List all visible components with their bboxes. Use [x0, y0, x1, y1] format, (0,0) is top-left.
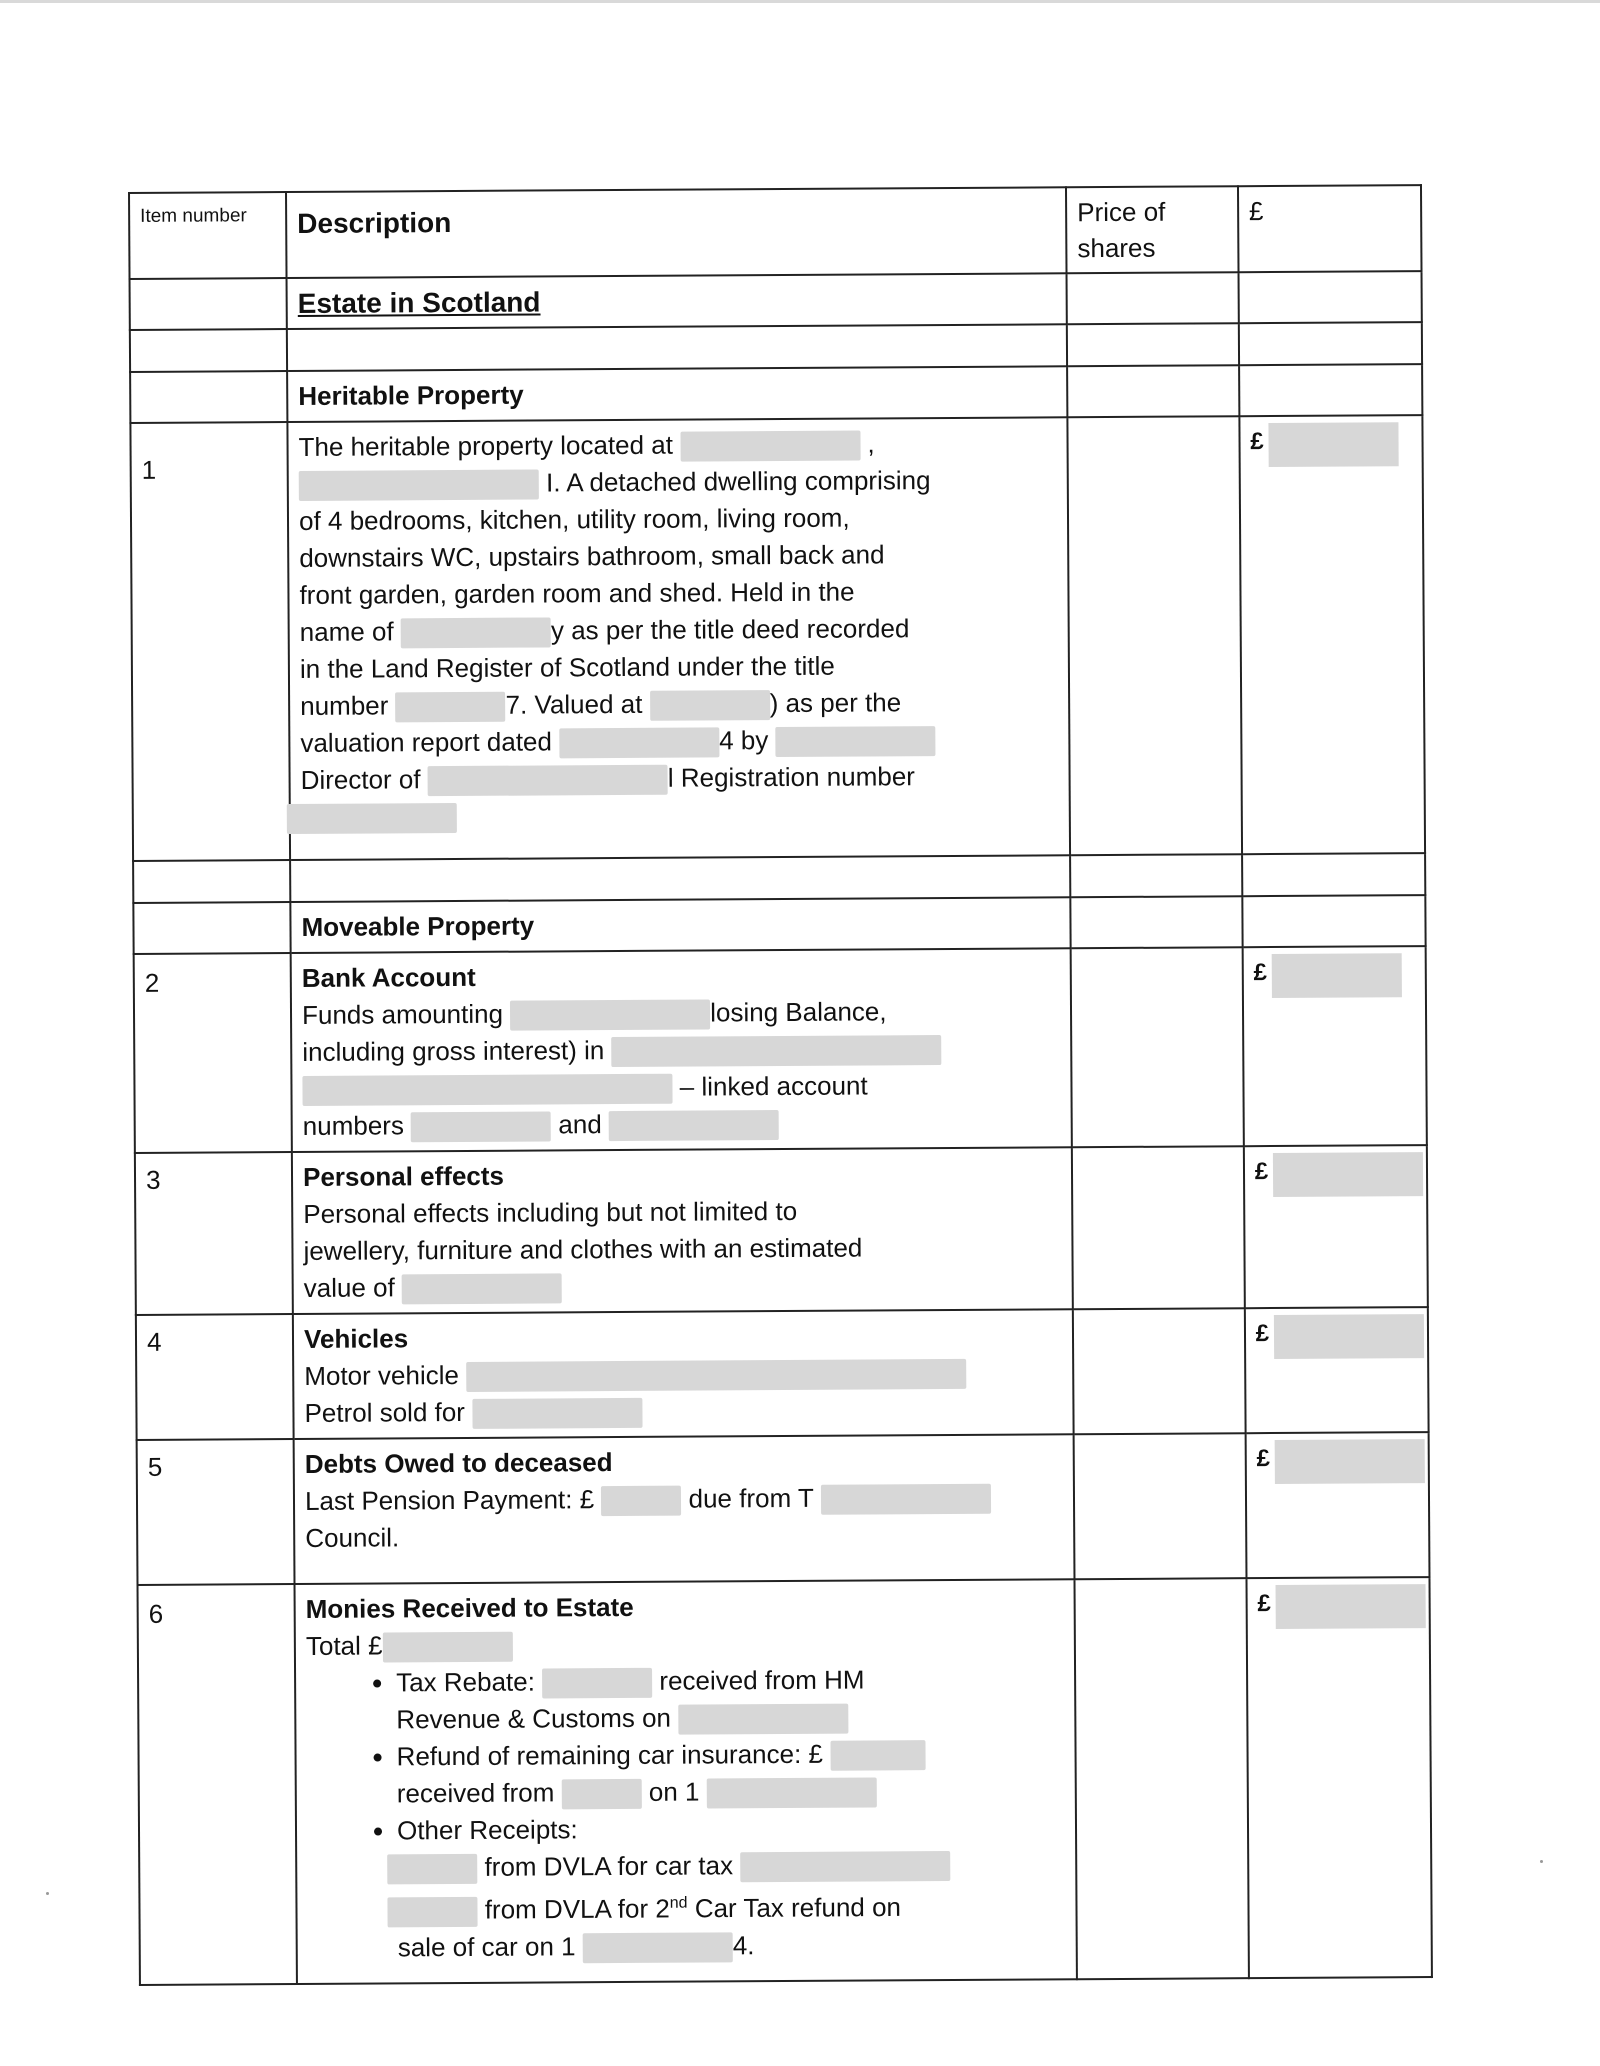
bullet-text: Tax Rebate:: [396, 1666, 535, 1698]
amount-cell: [1256, 1314, 1417, 1355]
item-number: 3: [135, 1152, 293, 1315]
description-text: – linked account: [679, 1070, 868, 1102]
amount-cell: [1250, 422, 1411, 463]
description-text: due from T: [688, 1482, 814, 1514]
header-row: [129, 185, 1422, 279]
redaction: [559, 728, 719, 759]
item-amount: [1245, 1307, 1429, 1433]
redaction: [609, 1110, 779, 1141]
item-number: 4: [136, 1314, 294, 1440]
description-text: including gross interest) in: [302, 1035, 605, 1067]
amount-cell: [1255, 1152, 1416, 1193]
redaction: [302, 1074, 672, 1106]
redaction: [707, 1778, 877, 1809]
redaction: [401, 618, 551, 649]
section-row-heritable-property: [130, 364, 1422, 423]
receipt-text: from DVLA for 2: [484, 1893, 670, 1925]
description-text: Last Pension Payment: £: [304, 1484, 595, 1516]
item-description: [294, 1434, 1075, 1584]
redaction: [1274, 1439, 1424, 1484]
description-text: name of: [299, 616, 394, 647]
bullet-text: Revenue & Customs on: [396, 1702, 672, 1735]
description-text: valuation report dated: [300, 726, 553, 758]
redaction: [402, 1273, 562, 1304]
scan-edge: [0, 0, 1600, 3]
redaction: [387, 1854, 477, 1885]
redaction: [1271, 953, 1401, 998]
description-text: Personal effects including but not limited to: [303, 1195, 798, 1229]
item-title: Personal effects: [302, 1160, 505, 1192]
header-amount: £: [1238, 185, 1422, 272]
redaction: [1268, 422, 1398, 467]
table-row: [138, 1577, 1432, 1985]
redaction: [542, 1668, 652, 1699]
receipt-line: [307, 1882, 1065, 1929]
item-amount: [1245, 1432, 1429, 1578]
redaction: [510, 1000, 710, 1031]
currency-symbol: £: [1254, 1158, 1269, 1186]
redaction: [428, 765, 668, 796]
description-text: l Registration number: [667, 761, 916, 793]
section-row-estate-in-scotland: [130, 271, 1422, 330]
description-text: y as per the title deed recorded: [550, 613, 910, 646]
redaction: [740, 1851, 950, 1882]
redaction: [1273, 1152, 1423, 1197]
description-text: front garden, garden room and shed. Held in the: [299, 576, 855, 610]
description-text: 7. Valued at: [505, 688, 643, 720]
item-description: [292, 1147, 1073, 1314]
bullet-text: received from: [396, 1777, 555, 1809]
table-row: [130, 415, 1425, 861]
redaction: [382, 1632, 512, 1663]
item-amount: [1244, 1145, 1428, 1308]
description-text: jewellery, furniture and clothes with an estimated: [303, 1232, 863, 1266]
currency-symbol: £: [1256, 1445, 1270, 1473]
bullet-text: received from HM: [659, 1664, 865, 1696]
item-number: 1: [130, 422, 290, 861]
list-item: [396, 1660, 1064, 1738]
item-number: 5: [137, 1439, 295, 1585]
bullet-text: Other Receipts:: [396, 1814, 578, 1846]
redaction: [680, 431, 860, 462]
redaction: [472, 1398, 642, 1429]
currency-symbol: £: [1255, 1320, 1270, 1348]
redaction: [466, 1359, 966, 1392]
description-text: Funds amounting: [301, 998, 504, 1030]
section-row-moveable-property: [133, 895, 1425, 954]
redaction: [583, 1932, 733, 1963]
description-text: ) as per the: [769, 687, 902, 719]
header-description: Description: [286, 187, 1067, 278]
header-price-of-shares: Price of shares: [1066, 186, 1238, 273]
description-text: number: [300, 690, 389, 721]
item-number: 2: [134, 953, 292, 1153]
amount-cell: [1256, 1439, 1417, 1480]
bullet-text: on 1: [648, 1776, 700, 1807]
redaction: [601, 1486, 681, 1516]
description-text: of 4 bedrooms, kitchen, utility room, living room,: [298, 502, 850, 536]
scan-speck: [1540, 1860, 1543, 1863]
bullet-text: Refund of remaining car insurance: £: [396, 1738, 824, 1772]
section-moveable-property: Moveable Property: [290, 897, 1070, 953]
item-description: [291, 948, 1072, 1152]
description-text: 4 by: [719, 725, 769, 756]
receipt-line: [308, 1925, 1066, 1967]
redaction: [299, 470, 539, 501]
redaction: [411, 1112, 551, 1143]
description-text: and: [558, 1109, 602, 1140]
redaction: [830, 1740, 925, 1771]
table-row: [137, 1432, 1430, 1585]
item-amount: [1246, 1577, 1432, 1978]
scan-speck: [46, 1892, 49, 1895]
item-title: Bank Account: [301, 961, 476, 993]
table-row: [136, 1307, 1429, 1440]
redaction: [287, 803, 457, 834]
description-text: I. A detached dwelling comprising: [545, 465, 931, 498]
receipt-line: [307, 1845, 1065, 1887]
description-text: Motor vehicle: [304, 1360, 459, 1391]
redaction: [821, 1484, 991, 1515]
redaction: [650, 690, 770, 721]
redaction: [561, 1779, 641, 1809]
description-text: The heritable property located at: [298, 429, 674, 462]
item-description: [295, 1579, 1077, 1984]
description-text: value of: [303, 1272, 395, 1303]
receipts-list: [306, 1660, 1065, 1850]
redaction: [678, 1704, 848, 1735]
total-label: Total £: [305, 1630, 383, 1661]
item-amount: [1239, 415, 1425, 854]
section-estate-in-scotland: Estate in Scotland: [287, 273, 1067, 329]
currency-symbol: £: [1257, 1590, 1271, 1618]
item-description: [293, 1309, 1074, 1439]
description-text: in the Land Register of Scotland under the title: [299, 650, 835, 684]
superscript: nd: [669, 1894, 688, 1912]
redaction: [612, 1035, 942, 1067]
redaction: [1275, 1584, 1425, 1629]
section-heritable-property: Heritable Property: [287, 366, 1067, 422]
estate-inventory-sheet: [128, 184, 1432, 1963]
receipt-text: Car Tax refund on: [687, 1891, 902, 1924]
description-text: downstairs WC, upstairs bathroom, small back and: [299, 539, 885, 573]
description-text: Director of: [300, 764, 421, 795]
item-description: The heritable property located at , I. A detached dwelling comprising of 4 bedrooms, kitchen, utility room, living room, downstairs WC, upstairs bathroom, small back and front garden, garden room and shed. Held in the name of y as per the title deed recorded in the Land Register of Scotland under the title number 7. Valued at ) as per the valuation report dated 4 by Director of l Registration number: [287, 417, 1070, 860]
currency-symbol: £: [1250, 428, 1264, 456]
item-amount: [1242, 946, 1426, 1146]
estate-inventory-table: [128, 184, 1433, 1986]
item-title: Monies Received to Estate: [305, 1591, 634, 1624]
receipt-text: from DVLA for car tax: [484, 1850, 734, 1882]
currency-symbol: £: [1253, 959, 1267, 987]
list-item: [397, 1808, 1065, 1849]
redaction: [387, 1897, 477, 1928]
table-row: [135, 1145, 1428, 1315]
redaction: [395, 692, 505, 723]
item-title: Vehicles: [303, 1323, 409, 1354]
item-number: 6: [138, 1584, 297, 1985]
amount-cell: [1253, 953, 1414, 994]
redaction: [1274, 1314, 1424, 1359]
receipt-text: 4.: [732, 1929, 755, 1960]
redaction: [775, 726, 935, 757]
description-text: Council.: [305, 1522, 400, 1553]
header-item-number: Item number: [129, 192, 287, 279]
list-item: [396, 1734, 1064, 1812]
description-text: losing Balance,: [710, 996, 887, 1028]
item-title: Debts Owed to deceased: [304, 1447, 613, 1479]
description-text: numbers: [302, 1110, 405, 1141]
description-text: Petrol sold for: [304, 1396, 466, 1428]
amount-cell: [1257, 1584, 1418, 1625]
receipt-text: sale of car on 1: [397, 1930, 576, 1963]
table-row: [134, 946, 1427, 1153]
